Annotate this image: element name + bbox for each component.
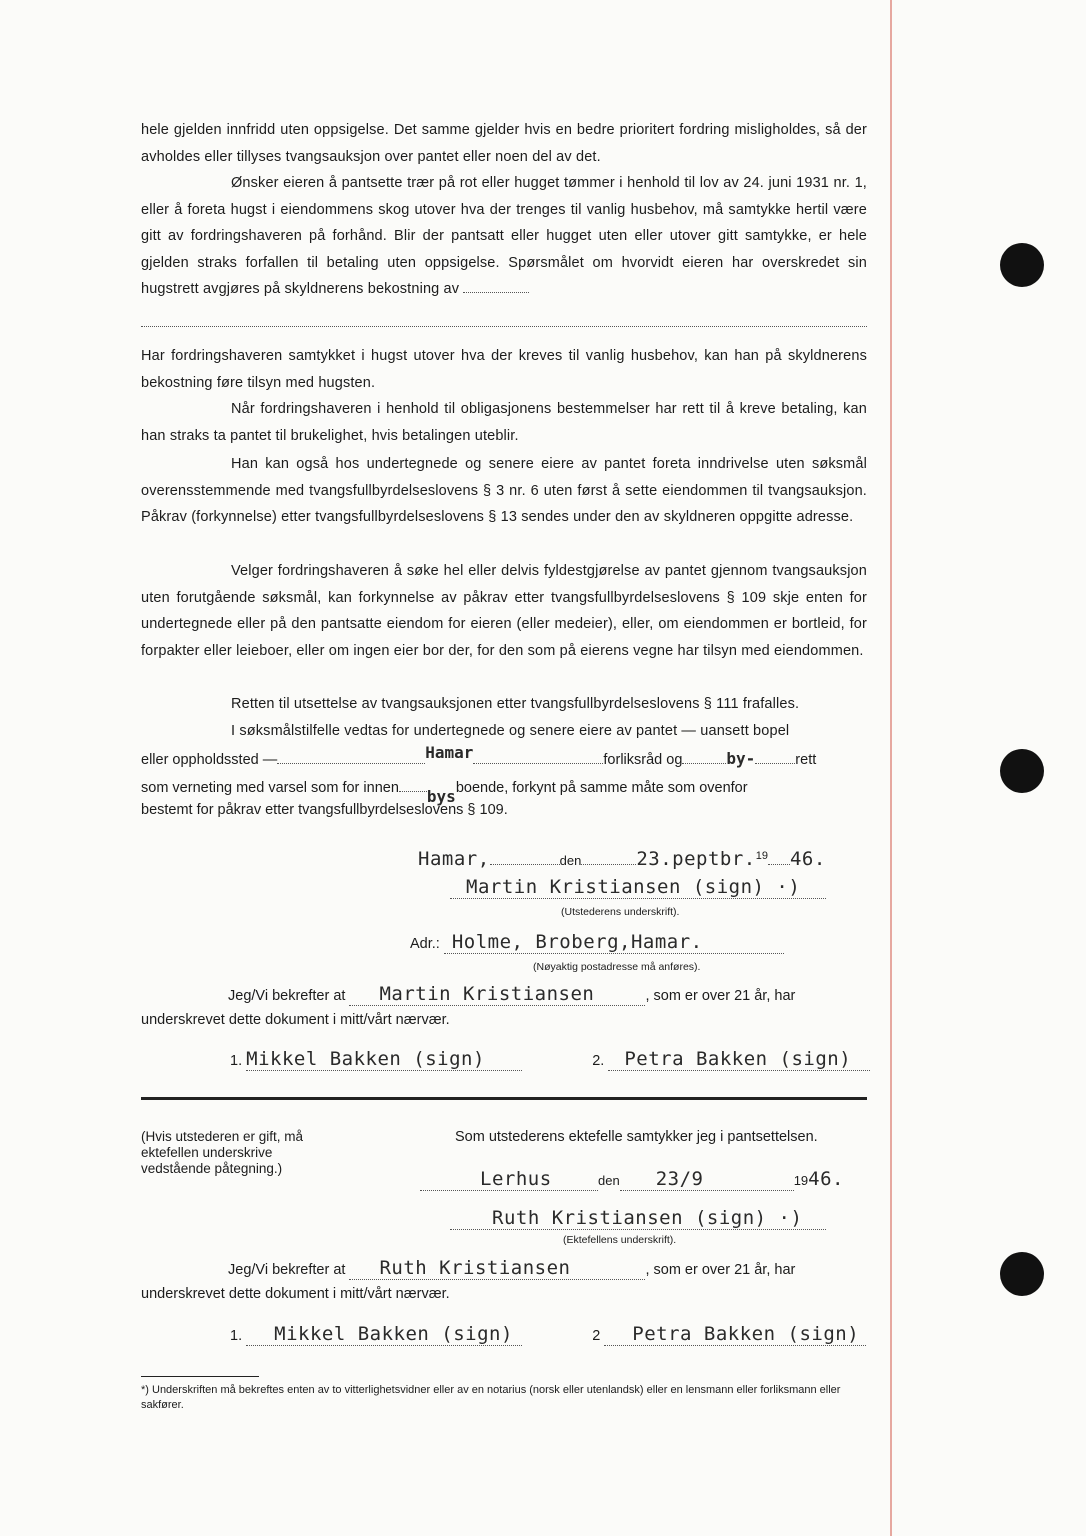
spouse-signature: Ruth Kristiansen (sign) ·) — [492, 1207, 803, 1229]
margin-rule — [890, 0, 892, 1536]
venue-line-2: som verneting med varsel som for innen bysboende, forkynt på samme måte som ovenfor — [141, 780, 748, 806]
signing-date: 23.peptbr. — [636, 848, 756, 870]
address-label: Adr.: — [410, 936, 440, 952]
spouse-consent: Som utstederens ektefelle samtykker jeg i pantsettelsen. — [455, 1129, 818, 1145]
address-line — [410, 931, 784, 954]
paragraph-6: Velger fordringshaveren å søke hel eller delvis fyldestgjørelse av pantet gjennom tvangsauksjon uten forutgående søksmål, kan forkynnelse av påkrav etter tvangsfullbyrdelseslovens § 109 skje enten for undertegnede eller på den pantsatte eiendom for eieren (eller medeier), eller, om eiendommen er bortleid, for forpakter eller leieboer, eller om ingen eier bor der, for den som på eierens vegne har tilsyn med eiendommen. — [141, 563, 867, 659]
spouse-signature-line — [450, 1207, 826, 1230]
spouse-place: Lerhus — [480, 1168, 552, 1190]
witness-2a: Mikkel Bakken (sign) — [274, 1323, 513, 1345]
address-value: Holme, Broberg,Hamar. — [451, 931, 703, 953]
witness-1a: Mikkel Bakken (sign) — [246, 1048, 485, 1070]
paragraph-7: Retten til utsettelse av tvangsauksjonen etter tvangsfullbyrdelseslovens § 111 frafalles. — [231, 696, 800, 712]
dotted-fill-line — [141, 326, 867, 327]
footnote: *) Underskriften må bekreftes enten av to vitterlighetsvidner eller av en notarius (norsk eller utenlandsk) eller en lensmann eller forliksmann eller sakfører. — [141, 1384, 841, 1411]
signing-place: Hamar, — [418, 848, 490, 870]
paragraph-1: hele gjelden innfridd uten oppsigelse. Det samme gjelder hvis en bedre prioritert fordring misligholdes, så der avholdes eller tillyses tvangsauksjon over pantet eller noen del av det. — [141, 122, 867, 165]
punch-hole — [1000, 749, 1044, 793]
paragraph-8: I søksmålstilfelle vedtas for undertegnede og senere eiere av pantet — uansett bopel — [231, 723, 790, 739]
confirmed-name-2: Ruth Kristiansen — [379, 1257, 571, 1279]
witnesses-2: 1. Mikkel Bakken (sign) 2 Petra Bakken (sign) — [230, 1323, 866, 1346]
paragraph-5: Han kan også hos undertegnede og senere eiere av pantet foreta inndrivelse uten søksmål overensstemmende med tvangsfullbyrdelseslovens § 3 nr. 6 uten først å sette eiendommen til tvangsauksjon. Påkrav (forkynnelse) etter tvangsfullbyrdelseslovens § 13 sendes under den av skyldneren oppgitte adresse. — [141, 456, 867, 525]
paragraph-4: Når fordringshaveren i henhold til obligasjonens bestemmelser har rett til å kreve betaling, kan han straks ta pantet til brukelighet, hvis betalingen uteblir. — [141, 401, 867, 444]
witness-1b: Petra Bakken (sign) — [624, 1048, 852, 1070]
spouse-date: 23/9 — [655, 1168, 704, 1190]
spouse-place-date: Lerhus den 23/9 1946. — [420, 1168, 844, 1191]
witness-confirmation-1: Jeg/Vi bekrefter at Martin Kristiansen , som er over 21 år, har — [228, 983, 796, 1005]
issuer-caption: (Utstederens underskrift). — [561, 906, 680, 918]
spouse-year: 46. — [808, 1168, 844, 1190]
venue-line-1: eller oppholdssted — Hamar forliksråd og by- rett — [141, 743, 817, 768]
confirmed-name-1: Martin Kristiansen — [379, 983, 595, 1005]
issuer-signature: Martin Kristiansen (sign) ·) — [466, 876, 801, 898]
section-divider — [141, 1097, 867, 1100]
spouse-caption: (Ektefellens underskrift). — [563, 1234, 677, 1246]
spouse-note: (Hvis utstederen er gift, må ektefellen underskrive vedstående påtegning.) — [141, 1129, 304, 1176]
paragraph-3: Har fordringshaveren samtykket i hugst utover hva der kreves til vanlig husbehov, kan han på skyldnerens bekostning føre tilsyn med hugsten. — [141, 348, 867, 391]
witness-confirmation-2: Jeg/Vi bekrefter at Ruth Kristiansen , som er over 21 år, har — [228, 1257, 796, 1279]
signing-place-date: Hamar, den 23.peptbr.$^{19}$ 46. — [418, 848, 826, 870]
witness-confirmation-2-line2: underskrevet dette dokument i mitt/vårt nærvær. — [141, 1286, 450, 1302]
venue-bys-fill: bys — [426, 787, 456, 806]
footnote-rule — [141, 1376, 259, 1377]
punch-hole — [1000, 243, 1044, 287]
venue-court-fill: by- — [726, 749, 756, 768]
address-caption: (Nøyaktig postadresse må anføres). — [533, 961, 701, 973]
issuer-signature-line — [450, 876, 826, 899]
paragraph-2: Ønsker eieren å pantsette trær på rot eller hugget tømmer i henhold til lov av 24. juni 1931 nr. 1, eller å foreta hugst i eiendommens skog utover hva der trenges til vanlig husbehov, må samtykke hertil være gitt av fordringshaveren på forhånd. Blir der pantsatt eller hugget uten eller utover gitt samtykke, er hele gjelden straks forfallen til betaling uten oppsigelse. Spørsmålet om hvorvidt eieren har overskredet sin hugstrett avgjøres på skyldnerens bekostning av — [141, 175, 867, 297]
witnesses-1: 1. Mikkel Bakken (sign) 2. Petra Bakken (sign) — [230, 1048, 870, 1071]
signing-year: 46. — [789, 848, 826, 870]
venue-city-fill: Hamar — [425, 743, 474, 762]
witness-2b: Petra Bakken (sign) — [632, 1323, 860, 1345]
venue-line-3: bestemt for påkrav etter tvangsfullbyrdelseslovens § 109. — [141, 802, 508, 818]
witness-confirmation-1-line2: underskrevet dette dokument i mitt/vårt nærvær. — [141, 1012, 450, 1028]
punch-hole — [1000, 1252, 1044, 1296]
